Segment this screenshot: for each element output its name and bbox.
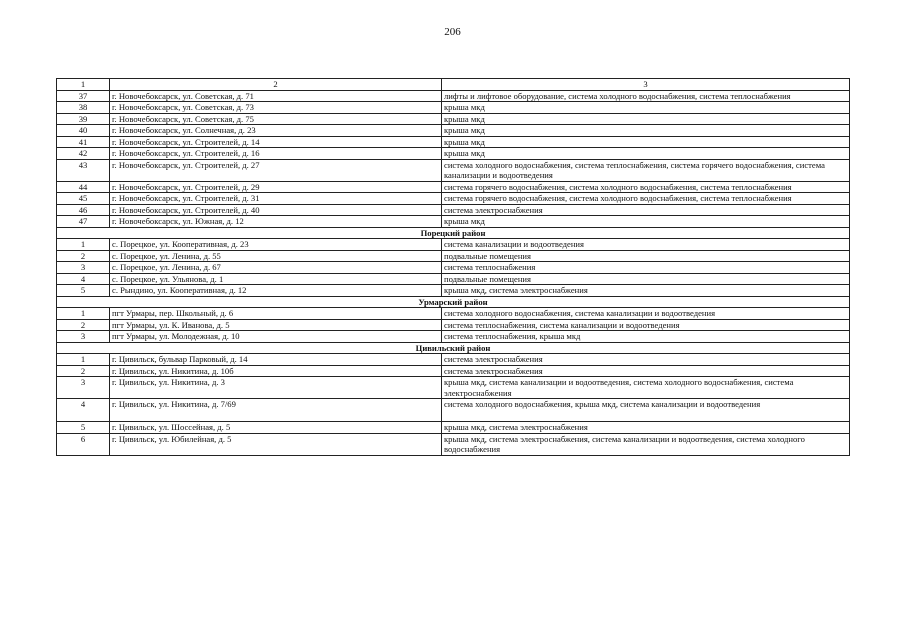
table-row (57, 159, 850, 181)
row-work-type: крыша мкд, система электроснабжения (442, 285, 850, 297)
table-row (57, 285, 850, 297)
row-address: г. Новочебоксарск, ул. Советская, д. 73 (110, 102, 442, 114)
row-address: г. Цивильск, ул. Никитина, д. 10б (110, 365, 442, 377)
row-work-type: крыша мкд, система электроснабжения (442, 422, 850, 434)
district-name: Урмарский район (57, 296, 850, 308)
row-work-type: крыша мкд, система канализации и водоотведения, система холодного водоснабжения, система электроснабжения (442, 377, 850, 399)
table-row (57, 331, 850, 343)
row-address: г. Цивильск, ул. Никитина, д. 3 (110, 377, 442, 399)
row-number: 5 (57, 422, 110, 434)
row-work-type: крыша мкд (442, 216, 850, 228)
row-number: 4 (57, 273, 110, 285)
table-row (57, 204, 850, 216)
row-number: 3 (57, 262, 110, 274)
table-row (57, 422, 850, 434)
table-row (57, 377, 850, 399)
row-number: 1 (57, 239, 110, 251)
page-number: 206 (444, 26, 461, 38)
row-address: г. Новочебоксарск, ул. Южная, д. 12 (110, 216, 442, 228)
table-row (57, 125, 850, 137)
table-row (57, 113, 850, 125)
row-number: 2 (57, 319, 110, 331)
row-number: 41 (57, 136, 110, 148)
row-work-type: крыша мкд (442, 102, 850, 114)
row-number: 3 (57, 331, 110, 343)
table-row (57, 181, 850, 193)
district-name: Порецкий район (57, 227, 850, 239)
row-work-type: система теплоснабжения (442, 262, 850, 274)
row-address: пгт Урмары, ул. Молодежная, д. 10 (110, 331, 442, 343)
row-address: г. Цивильск, ул. Никитина, д. 7/69 (110, 399, 442, 422)
row-address: г. Цивильск, ул. Шоссейная, д. 5 (110, 422, 442, 434)
district-section-row (57, 227, 850, 239)
header-col-3: 3 (442, 79, 850, 91)
row-work-type: система холодного водоснабжения, система канализации и водоотведения (442, 308, 850, 320)
district-section-row (57, 342, 850, 354)
row-work-type: система электроснабжения (442, 204, 850, 216)
row-number: 39 (57, 113, 110, 125)
row-work-type: крыша мкд (442, 113, 850, 125)
row-address: с. Рындино, ул. Кооперативная, д. 12 (110, 285, 442, 297)
header-col-2: 2 (110, 79, 442, 91)
table-row (57, 273, 850, 285)
row-work-type: система канализации и водоотведения (442, 239, 850, 251)
row-address: г. Новочебоксарск, ул. Строителей, д. 31 (110, 193, 442, 205)
table-row (57, 319, 850, 331)
row-address: г. Новочебоксарск, ул. Строителей, д. 27 (110, 159, 442, 181)
row-number: 42 (57, 148, 110, 160)
row-work-type: система горячего водоснабжения, система холодного водоснабжения, система теплоснабжения (442, 193, 850, 205)
table-row (57, 250, 850, 262)
table-row (57, 433, 850, 455)
row-work-type: лифты и лифтовое оборудование, система холодного водоснабжения, система теплоснабжения (442, 90, 850, 102)
row-number: 2 (57, 250, 110, 262)
row-work-type: крыша мкд (442, 148, 850, 160)
row-address: пгт Урмары, пер. Школьный, д. 6 (110, 308, 442, 320)
row-work-type: система холодного водоснабжения, крыша мкд, система канализации и водоотведения (442, 399, 850, 422)
row-address: г. Новочебоксарск, ул. Строителей, д. 14 (110, 136, 442, 148)
row-address: г. Цивильск, ул. Юбилейная, д. 5 (110, 433, 442, 455)
row-address: г. Новочебоксарск, ул. Строителей, д. 16 (110, 148, 442, 160)
table-row (57, 354, 850, 366)
row-number: 46 (57, 204, 110, 216)
row-work-type: система электроснабжения (442, 365, 850, 377)
row-address: с. Порецкое, ул. Ленина, д. 55 (110, 250, 442, 262)
row-work-type: система электроснабжения (442, 354, 850, 366)
district-name: Цивильский район (57, 342, 850, 354)
row-address: г. Цивильск, бульвар Парковый, д. 14 (110, 354, 442, 366)
row-work-type: система теплоснабжения, система канализации и водоотведения (442, 319, 850, 331)
row-address: г. Новочебоксарск, ул. Советская, д. 71 (110, 90, 442, 102)
table-row (57, 90, 850, 102)
table-row (57, 148, 850, 160)
row-work-type: подвальные помещения (442, 273, 850, 285)
row-number: 4 (57, 399, 110, 422)
repair-register-table (56, 78, 850, 456)
row-work-type: крыша мкд (442, 136, 850, 148)
row-work-type: крыша мкд (442, 125, 850, 137)
row-number: 40 (57, 125, 110, 137)
table-row (57, 239, 850, 251)
table-row (57, 262, 850, 274)
row-number: 2 (57, 365, 110, 377)
row-address: г. Новочебоксарск, ул. Строителей, д. 29 (110, 181, 442, 193)
row-number: 37 (57, 90, 110, 102)
row-work-type: система горячего водоснабжения, система холодного водоснабжения, система теплоснабжения (442, 181, 850, 193)
row-number: 44 (57, 181, 110, 193)
row-number: 3 (57, 377, 110, 399)
row-address: с. Порецкое, ул. Ульянова, д. 1 (110, 273, 442, 285)
table-row (57, 136, 850, 148)
row-work-type: система теплоснабжения, крыша мкд (442, 331, 850, 343)
row-number: 45 (57, 193, 110, 205)
row-work-type: система холодного водоснабжения, система теплоснабжения, система горячего водоснабжения, система канализации и водоотведения (442, 159, 850, 181)
row-number: 43 (57, 159, 110, 181)
row-address: пгт Урмары, ул. К. Иванова, д. 5 (110, 319, 442, 331)
row-number: 5 (57, 285, 110, 297)
row-address: г. Новочебоксарск, ул. Строителей, д. 40 (110, 204, 442, 216)
table-header-row (57, 79, 850, 91)
row-number: 38 (57, 102, 110, 114)
row-number: 6 (57, 433, 110, 455)
row-work-type: подвальные помещения (442, 250, 850, 262)
row-number: 47 (57, 216, 110, 228)
table-row (57, 102, 850, 114)
table-row (57, 216, 850, 228)
table-row (57, 193, 850, 205)
row-address: г. Новочебоксарск, ул. Солнечная, д. 23 (110, 125, 442, 137)
row-address: с. Порецкое, ул. Ленина, д. 67 (110, 262, 442, 274)
row-number: 1 (57, 354, 110, 366)
district-section-row (57, 296, 850, 308)
header-col-1: 1 (57, 79, 110, 91)
row-number: 1 (57, 308, 110, 320)
row-address: с. Порецкое, ул. Кооперативная, д. 23 (110, 239, 442, 251)
table-row (57, 308, 850, 320)
table-row (57, 399, 850, 422)
table-row (57, 365, 850, 377)
row-address: г. Новочебоксарск, ул. Советская, д. 75 (110, 113, 442, 125)
row-work-type: крыша мкд, система электроснабжения, система канализации и водоотведения, система холодного водоснабжения (442, 433, 850, 455)
